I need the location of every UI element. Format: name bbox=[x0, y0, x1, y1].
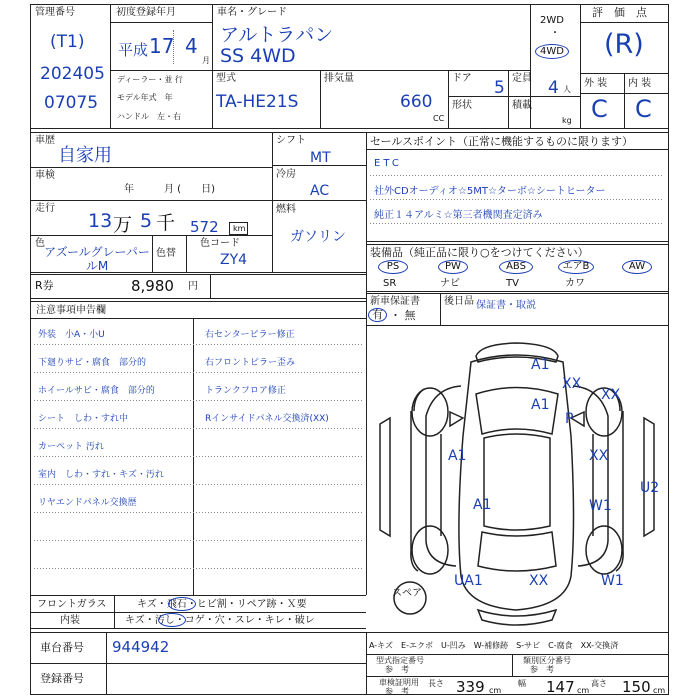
equip-tv: TV bbox=[506, 278, 519, 289]
height-unit: cm bbox=[653, 686, 666, 695]
equip-abs: ABS bbox=[499, 260, 533, 274]
reg-month: 4 bbox=[185, 34, 198, 58]
shape-label: 形状 bbox=[452, 100, 472, 111]
usage-value: 自家用 bbox=[58, 145, 112, 166]
mileage-man: 13 bbox=[88, 210, 113, 232]
model-grade: SS 4WD bbox=[220, 45, 296, 67]
length-unit: cm bbox=[489, 686, 502, 695]
chassis-label: 車台番号 bbox=[40, 641, 84, 654]
color-value: アズールグレーパールM bbox=[44, 245, 150, 273]
mark-rear-panel: XX bbox=[529, 573, 549, 589]
shift-label: シフト bbox=[276, 135, 306, 146]
note-left-5: カーペット 汚れ bbox=[38, 442, 104, 452]
note-left-4: シート しわ・すれ中 bbox=[38, 414, 129, 424]
interior-label: 内装 bbox=[60, 615, 80, 626]
drive-4wd: 4WD bbox=[535, 44, 569, 59]
interior-label: 内 装 bbox=[628, 78, 652, 89]
note-left-1: 外装 小A・小U bbox=[38, 330, 105, 340]
type-label: 型式 bbox=[216, 73, 236, 84]
exterior-label: 外 装 bbox=[584, 78, 608, 89]
reg-number-label: 登録番号 bbox=[40, 672, 84, 685]
notes-label: 注意事項申告欄 bbox=[36, 305, 106, 316]
man-unit: 万 bbox=[113, 214, 133, 236]
width-value: 147 bbox=[546, 678, 575, 696]
usage-label: 車歴 bbox=[35, 135, 55, 146]
interior-items: キズ・汚し・コゲ・穴・スレ・キレ・破レ bbox=[125, 615, 315, 626]
capacity-label: 定員 bbox=[512, 73, 532, 84]
mark-left-front-door: A1 bbox=[448, 448, 467, 464]
recycle-value: 8,980 bbox=[131, 277, 174, 295]
recycle-unit: 円 bbox=[188, 281, 198, 292]
right-outline bbox=[644, 418, 654, 536]
reg-year: 17 bbox=[149, 34, 175, 58]
chassis-number: 944942 bbox=[112, 638, 170, 656]
left-side bbox=[426, 386, 461, 566]
roof bbox=[484, 434, 550, 530]
sales-point-1: ETC bbox=[374, 158, 402, 169]
mark-front-right: XX bbox=[562, 376, 582, 392]
note-right-4: Rインサイドパネル交換済(XX) bbox=[205, 414, 329, 424]
door-value: 5 bbox=[494, 78, 505, 98]
interior-circle bbox=[158, 613, 186, 627]
capacity-value: 4 bbox=[548, 78, 559, 98]
mgmt-date: 202405 bbox=[40, 64, 105, 84]
mirrors bbox=[450, 412, 584, 426]
category-label: 類別区分番号 bbox=[523, 656, 571, 665]
length-label: 長さ bbox=[428, 679, 444, 688]
color-change-label: 色替 bbox=[156, 248, 176, 259]
note-left-6: 室内 しわ・すれ・キズ・汚れ bbox=[38, 470, 164, 480]
inspection-label: 車検 bbox=[35, 170, 55, 181]
displacement-value: 660 bbox=[400, 92, 433, 112]
wheel-rr bbox=[586, 526, 622, 574]
color-label: 色 bbox=[35, 238, 45, 249]
note-left-7: リヤエンドパネル交換歴 bbox=[38, 498, 137, 508]
cert-ref: 参 考 bbox=[385, 687, 409, 696]
height-value: 150 bbox=[622, 678, 651, 696]
warranty-yes: 有 bbox=[368, 308, 387, 322]
mark-front-center: A1 bbox=[531, 357, 550, 373]
sen-unit: 千 bbox=[156, 212, 176, 234]
reg-divider bbox=[173, 30, 174, 64]
ac-value: AC bbox=[310, 183, 330, 199]
note-right-1: 右センターピラー修正 bbox=[205, 330, 295, 340]
color-code-label: 色コード bbox=[200, 238, 240, 249]
ac-label: 冷房 bbox=[276, 169, 296, 180]
recycle-label: R券 bbox=[35, 279, 54, 292]
equip-ps: PS bbox=[378, 260, 408, 274]
door-label: ドア bbox=[452, 73, 472, 84]
mark-right-fender: XX bbox=[601, 387, 621, 403]
damage-legend: A-キズ E-エクボ U-凹み W-補修跡 S-サビ C-腐食 XX-交換済 bbox=[369, 641, 619, 650]
displacement-label: 排気量 bbox=[324, 73, 354, 84]
mark-left-rear-door: A1 bbox=[473, 497, 492, 513]
load-label: 積載 bbox=[512, 100, 532, 111]
capacity-unit: 人 bbox=[563, 85, 571, 94]
equip-sr: SR bbox=[383, 278, 397, 289]
equip-aw: AW bbox=[622, 260, 652, 274]
mileage-sen: 5 bbox=[140, 210, 153, 232]
type-designation-ref: 参 考 bbox=[385, 665, 409, 674]
equip-navi: ナビ bbox=[440, 278, 460, 289]
length-value: 339 bbox=[456, 678, 485, 696]
mark-left-rear: UA1 bbox=[454, 573, 483, 589]
cert-label: 車検証明用 bbox=[379, 678, 419, 687]
equip-pw: PW bbox=[438, 260, 468, 274]
exterior-grade: C bbox=[591, 95, 608, 123]
km-unit: km bbox=[233, 224, 246, 233]
mark-windshield: P bbox=[565, 411, 574, 427]
note-left-2: 下廻りサビ・腐食 部分的 bbox=[38, 358, 147, 368]
equipment-label: 装備品（純正品に限り○をつけてください） bbox=[370, 246, 589, 259]
equip-airbag: エアB bbox=[558, 260, 594, 274]
mileage-label: 走行 bbox=[35, 203, 55, 214]
note-right-2: 右フロントピラー歪み bbox=[205, 358, 296, 368]
left-outline bbox=[380, 418, 390, 536]
model-name: アルトラパン bbox=[220, 24, 334, 46]
sales-point-3: 純正１４アルミ☆第三者機関査定済み bbox=[374, 210, 543, 221]
era: 平成 bbox=[118, 41, 149, 59]
width-unit: cm bbox=[577, 686, 590, 695]
note-right-3: トランクフロア修正 bbox=[205, 386, 286, 396]
front-glass-items: キズ・飛石・ヒビ割・リペア跡・Ｘ要 bbox=[137, 599, 307, 610]
drive-2wd: 2WD bbox=[540, 15, 564, 26]
model-label: 車名・グレード bbox=[217, 7, 287, 18]
cc-unit: CC bbox=[433, 114, 445, 123]
front-glass-circle bbox=[168, 597, 196, 611]
warranty-label: 新車保証書 bbox=[370, 296, 420, 307]
inspection-line: 年 月 ( 日) bbox=[124, 184, 215, 195]
category-ref: 参 考 bbox=[530, 665, 554, 674]
right-side bbox=[573, 386, 608, 566]
month-unit: 月 bbox=[202, 56, 210, 65]
sales-point-2: 社外CDオーディオ☆5MT☆ターボ☆シートヒーター bbox=[374, 186, 606, 197]
type-value: TA-HE21S bbox=[216, 92, 299, 112]
handle-label: ハンドル 左・右 bbox=[117, 112, 181, 121]
warranty-none: ・ 無 bbox=[390, 309, 416, 322]
fuel-label: 燃料 bbox=[276, 204, 296, 215]
type-designation-label: 型式指定番号 bbox=[376, 656, 424, 665]
sales-points-label: セールスポイント（正常に機能するものに限ります） bbox=[370, 135, 634, 148]
mark-right-pillar: XX bbox=[589, 448, 609, 464]
interior-grade: C bbox=[635, 95, 652, 123]
rear-bumper bbox=[478, 610, 556, 625]
mark-right-rear: W1 bbox=[601, 573, 624, 589]
front-glass-label: フロントガラス bbox=[37, 599, 107, 610]
mgmt-t1: (T1) bbox=[50, 32, 85, 52]
docs-label: 後日品 bbox=[444, 296, 474, 307]
mark-right-rear-door: W1 bbox=[589, 498, 612, 514]
mgmt-label: 管理番号 bbox=[35, 7, 75, 18]
score-label: 評 価 点 bbox=[592, 6, 647, 19]
color-code: ZY4 bbox=[220, 252, 248, 268]
fuel-value: ガソリン bbox=[290, 229, 346, 245]
spare-label: スペア bbox=[392, 588, 422, 599]
mark-right-side: U2 bbox=[640, 480, 660, 496]
model-year-label: モデル年式 年 bbox=[117, 93, 173, 102]
score-value: (R) bbox=[604, 29, 644, 60]
dealer-label: ディーラー・並 行 bbox=[117, 75, 183, 84]
kg-unit: kg bbox=[562, 116, 572, 125]
wheel-rl bbox=[412, 526, 448, 574]
width-label: 幅 bbox=[518, 679, 526, 688]
mark-hood: A1 bbox=[531, 397, 550, 413]
height-label: 高さ bbox=[591, 679, 607, 688]
mgmt-number: 07075 bbox=[44, 93, 99, 113]
rear-window bbox=[478, 532, 556, 571]
first-reg-label: 初度登録年月 bbox=[116, 7, 176, 18]
docs-value: 保証書・取説 bbox=[476, 300, 536, 311]
mileage-rest: 572 bbox=[190, 218, 219, 236]
equip-leather: カワ bbox=[565, 278, 585, 289]
drive-dot: ・ bbox=[550, 28, 560, 39]
shift-value: MT bbox=[310, 150, 331, 166]
note-left-3: ホイールサビ・腐食 部分的 bbox=[38, 386, 155, 396]
